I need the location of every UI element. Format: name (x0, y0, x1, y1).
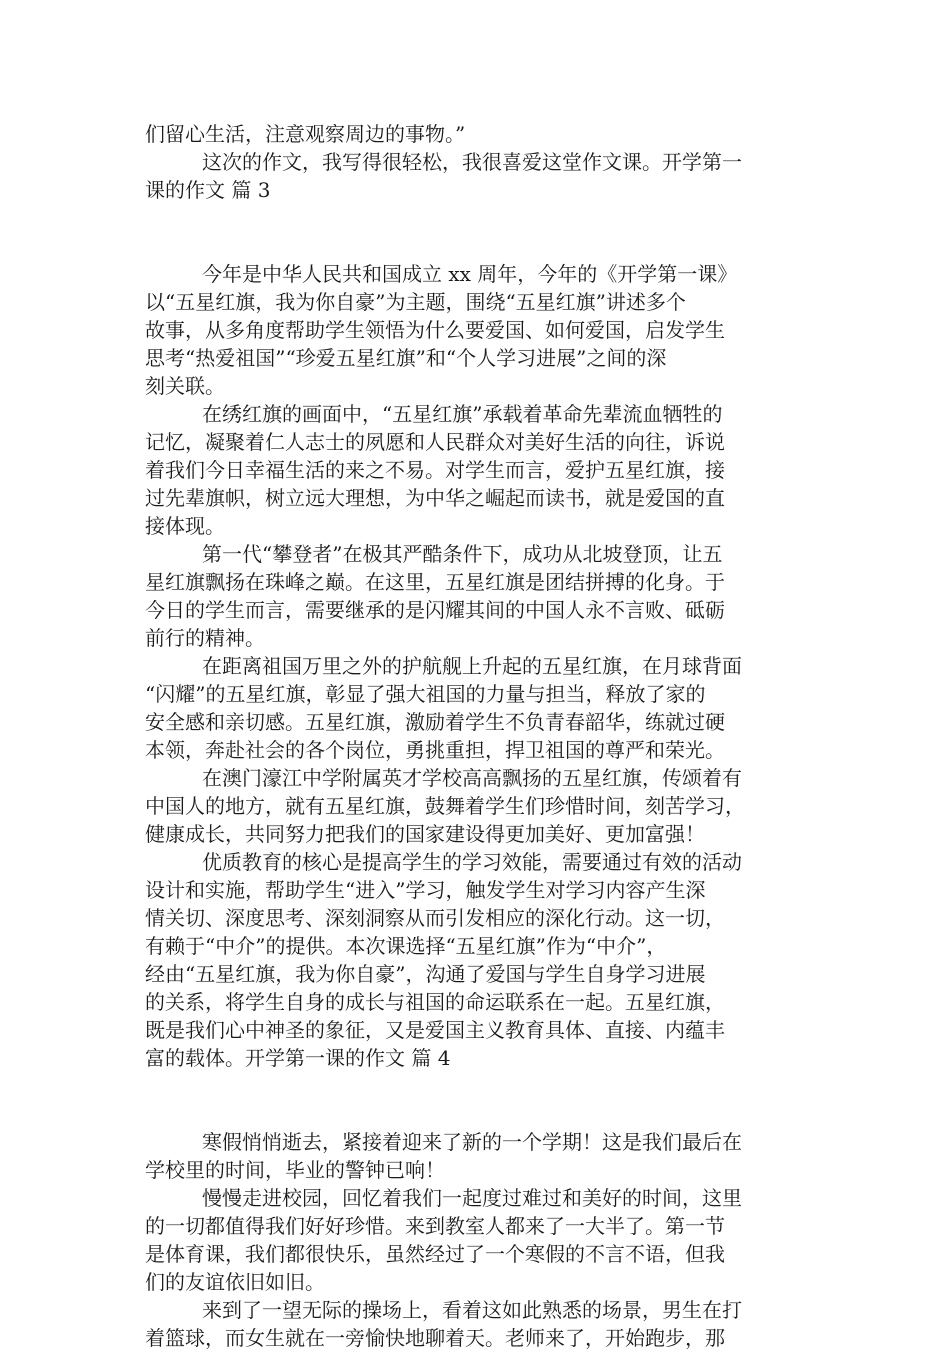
text-line: 的一切都值得我们好好珍惜。来到教室人都来了一大半了。第一节 (145, 1214, 725, 1238)
text-line: 们留心生活，注意观察周边的事物。” (145, 122, 466, 146)
text-line: 今年是中华人民共和国成立 xx 周年，今年的《开学第一课》 (202, 262, 738, 286)
text-line: 在澳门濠江中学附属英才学校高高飘扬的五星红旗，传颂着有 (202, 766, 742, 790)
text-line: 健康成长，共同努力把我们的国家建设得更加美好、更加富强！ (145, 822, 705, 846)
text-line: 课的作文 篇 3 (145, 178, 271, 202)
text-line: 寒假悄悄逝去，紧接着迎来了新的一个学期！这是我们最后在 (202, 1130, 742, 1154)
text-line: 本领，奔赴社会的各个岗位，勇挑重担，捍卫祖国的尊严和荣光。 (145, 738, 725, 762)
text-line: 故事，从多角度帮助学生领悟为什么要爱国、如何爱国，启发学生 (145, 318, 725, 342)
text-line: 在距离祖国万里之外的护航舰上升起的五星红旗，在月球背面 (202, 654, 742, 678)
text-line: 第一代“攀登者”在极其严酷条件下，成功从北坡登顶，让五 (202, 542, 723, 566)
text-line: 情关切、深度思考、深刻洞察从而引发相应的深化行动。这一切， (145, 906, 725, 930)
blank-line (145, 204, 825, 232)
text-line: 们的友谊依旧如旧。 (145, 1270, 325, 1294)
text-line: 来到了一望无际的操场上，看着这如此熟悉的场景，男生在打 (202, 1298, 742, 1322)
text-line: 有赖于“中介”的提供。本次课选择“五星红旗”作为“中介”， (145, 934, 667, 958)
blank-line (145, 1072, 825, 1100)
text-line: 思考“热爱祖国”“珍爱五星红旗”和“个人学习进展”之间的深 (145, 346, 667, 370)
text-line: 富的载体。开学第一课的作文 篇 4 (145, 1046, 451, 1070)
text-line: 接体现。 (145, 514, 225, 538)
blank-line (145, 232, 825, 260)
text-line: 刻关联。 (145, 374, 225, 398)
text-line: 星红旗飘扬在珠峰之巅。在这里，五星红旗是团结拼搏的化身。于 (145, 570, 725, 594)
text-line: 在绣红旗的画面中，“五星红旗”承载着革命先辈流血牺牲的 (202, 402, 723, 426)
text-line: 既是我们心中神圣的象征，又是爱国主义教育具体、直接、内蕴丰 (145, 1018, 725, 1042)
text-line: 慢慢走进校园，回忆着我们一起度过难过和美好的时间，这里 (202, 1186, 742, 1210)
text-line: 是体育课，我们都很快乐，虽然经过了一个寒假的不言不语，但我 (145, 1242, 725, 1266)
text-line: 今日的学生而言，需要继承的是闪耀其间的中国人永不言败、砥砺 (145, 598, 725, 622)
text-line: 以“五星红旗，我为你自豪”为主题，围绕“五星红旗”讲述多个 (145, 290, 686, 314)
text-line: 中国人的地方，就有五星红旗，鼓舞着学生们珍惜时间，刻苦学习， (145, 794, 745, 818)
text-line: 经由“五星红旗，我为你自豪”，沟通了爱国与学生自身学习进展 (145, 962, 706, 986)
text-line: 学校里的时间，毕业的警钟已响！ (145, 1158, 445, 1182)
text-line: 着我们今日幸福生活的来之不易。对学生而言，爱护五星红旗，接 (145, 458, 725, 482)
text-line: “闪耀”的五星红旗，彰显了强大祖国的力量与担当，释放了家的 (145, 682, 706, 706)
text-line: 过先辈旗帜，树立远大理想，为中华之崛起而读书，就是爱国的直 (145, 486, 725, 510)
document-body (145, 120, 825, 1352)
text-line: 这次的作文，我写得很轻松，我很喜爱这堂作文课。开学第一 (202, 150, 742, 174)
text-line: 着篮球，而女生就在一旁愉快地聊着天。老师来了，开始跑步，那 (145, 1326, 725, 1350)
text-line: 优质教育的核心是提高学生的学习效能，需要通过有效的活动 (202, 850, 742, 874)
text-line: 记忆，凝聚着仁人志士的夙愿和人民群众对美好生活的向往，诉说 (145, 430, 725, 454)
blank-line (145, 1100, 825, 1128)
text-line: 设计和实施，帮助学生“进入”学习，触发学生对学习内容产生深 (145, 878, 706, 902)
text-line: 安全感和亲切感。五星红旗，激励着学生不负青春韶华，练就过硬 (145, 710, 725, 734)
text-line: 的关系，将学生自身的成长与祖国的命运联系在一起。五星红旗， (145, 990, 725, 1014)
text-line: 前行的精神。 (145, 626, 265, 650)
